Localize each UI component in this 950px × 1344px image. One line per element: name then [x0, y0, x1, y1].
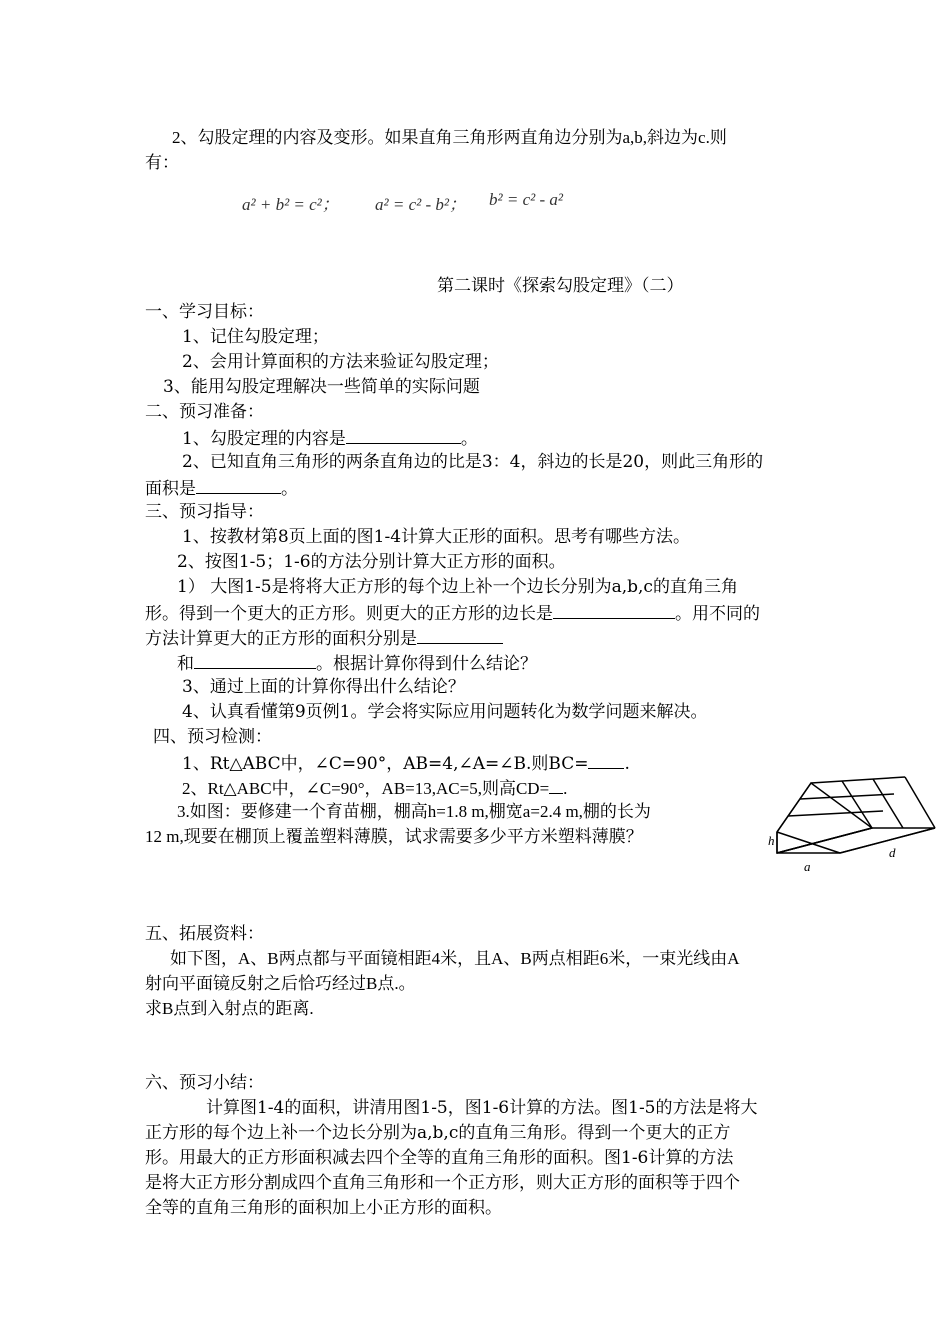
greenhouse-figure: [765, 775, 940, 875]
section5-line-2: 射向平面镜反射之后恰巧经过B点.。: [145, 974, 416, 993]
answer-blank[interactable]: [346, 425, 461, 444]
figure-label-h: h: [768, 833, 775, 848]
section1-heading: 一、学习目标：: [145, 302, 264, 322]
section6-line-5: 全等的直角三角形的面积加上小正方形的面积。: [145, 1198, 502, 1218]
answer-blank[interactable]: [588, 750, 624, 769]
section3-item-1: 1、按教材第8页上面的图1-4计算大正形的面积。思考有哪些方法。: [182, 527, 691, 547]
section5-line-3: 求B点到入射点的距离.: [145, 999, 314, 1018]
answer-blank[interactable]: [196, 475, 281, 494]
formula-3-text: b² = c² - a²: [489, 190, 563, 209]
answer-blank[interactable]: [417, 625, 503, 644]
section2-heading: 二、预习准备：: [145, 402, 264, 422]
section1-item-1: 1、记住勾股定理；: [182, 327, 329, 347]
section3-sub1-line2-end: 。用不同的: [675, 604, 760, 624]
section4-q3-line1: 3.如图：要修建一个育苗棚，棚高h=1.8 m,棚宽a=2.4 m,棚的长为: [177, 802, 651, 821]
section2-q1: [182, 425, 478, 451]
section3-sub1-line2-text: 形。得到一个更大的正方形。则更大的正方形的边长是: [145, 604, 553, 624]
section4-q1: [182, 750, 630, 776]
section4-heading: 四、预习检测：: [153, 727, 272, 747]
section6-line-4: 是将大正方形分割成四个直角三角形和一个正方形，则大正方形的面积等于四个: [145, 1173, 740, 1193]
section2-q2-line2: [145, 475, 298, 501]
section3-sub1-line4-end: 。根据计算你得到什么结论？: [316, 654, 537, 674]
section4-q2-text: 2、Rt△ABC中，∠C=90°，AB=13,AC=5,则高CD=: [182, 779, 550, 798]
section6-line-3: 形。用最大的正方形面积减去四个全等的直角三角形的面积。图1-6计算的方法: [145, 1148, 734, 1168]
section4-q3-line2: 12 m,现要在棚顶上覆盖塑料薄膜，试求需要多少平方米塑料薄膜？: [145, 827, 643, 846]
section5-line-1: 如下图，A、B两点都与平面镜相距4米，且A、B两点相距6米，一束光线由A: [170, 949, 740, 968]
section6-line-1: 计算图1-4的面积，讲清用图1-5，图1-6计算的方法。图1-5的方法是将大: [206, 1098, 758, 1118]
section3-heading: 三、预习指导：: [145, 502, 264, 522]
section6-heading: 六、预习小结：: [145, 1073, 264, 1093]
section1-item-2: 2、会用计算面积的方法来验证勾股定理；: [182, 352, 499, 372]
figure-label-a: a: [804, 859, 811, 874]
formula-3: [489, 190, 563, 210]
section3-sub1-line3: [145, 625, 503, 651]
section3-sub1-line1: 1） 大图1-5是将将大正方形的每个边上补一个边长分别为a,b,c的直角三角: [177, 577, 738, 597]
figure-label-d: d: [889, 845, 896, 860]
lesson-title: 第二课时《探索勾股定理》（二）: [437, 276, 684, 296]
section3-sub1-line4-text: 和: [177, 654, 194, 674]
section3-sub1-line4: [177, 650, 537, 676]
section6-line-2: 正方形的每个边上补一个边长分别为a,b,c的直角三角形。得到一个更大的正方: [145, 1123, 731, 1143]
section3-item-2: 2、按图1-5；1-6的方法分别计算大正方形的面积。: [177, 552, 566, 572]
section5-heading: 五、拓展资料：: [145, 924, 264, 944]
section3-sub1-line3-text: 方法计算更大的正方形的面积分别是: [145, 629, 417, 649]
section4-q2: [182, 775, 567, 801]
intro-line-1: 2、勾股定理的内容及变形。如果直角三角形两直角边分别为a,b,斜边为c.则: [172, 128, 727, 147]
section3-sub1-line2: [145, 600, 760, 626]
section2-q2-text: 面积是: [145, 479, 196, 499]
answer-blank[interactable]: [553, 600, 675, 619]
section4-q1-end: .: [624, 754, 630, 774]
formula-2: [375, 190, 466, 215]
section2-q2-line1: 2、已知直角三角形的两条直角边的比是3：4，斜边的长是20，则此三角形的: [182, 452, 764, 472]
section1-item-3: 3、能用勾股定理解决一些简单的实际问题: [163, 377, 480, 397]
answer-blank[interactable]: [194, 650, 316, 669]
formula-1: [242, 190, 339, 215]
section4-q2-end: .: [563, 779, 568, 798]
section4-q1-text: 1、Rt△ABC中，∠C=90°，AB=4,∠A=∠B.则BC=: [182, 754, 589, 774]
formula-2-text: a² = c² - b²；: [375, 195, 466, 214]
section2-q1-end: 。: [460, 429, 478, 449]
section2-q2-end: 。: [281, 479, 298, 499]
section2-q1-text: 1、勾股定理的内容是: [182, 429, 346, 449]
section3-item-4: 4、认真看懂第9页例1。学会将实际应用问题转化为数学问题来解决。: [182, 702, 708, 722]
section3-item-3: 3、通过上面的计算你得出什么结论？: [182, 677, 465, 697]
intro-line-2: 有：: [145, 153, 179, 172]
answer-blank[interactable]: [549, 775, 563, 794]
formula-1-text: a² + b² = c²；: [242, 195, 339, 214]
